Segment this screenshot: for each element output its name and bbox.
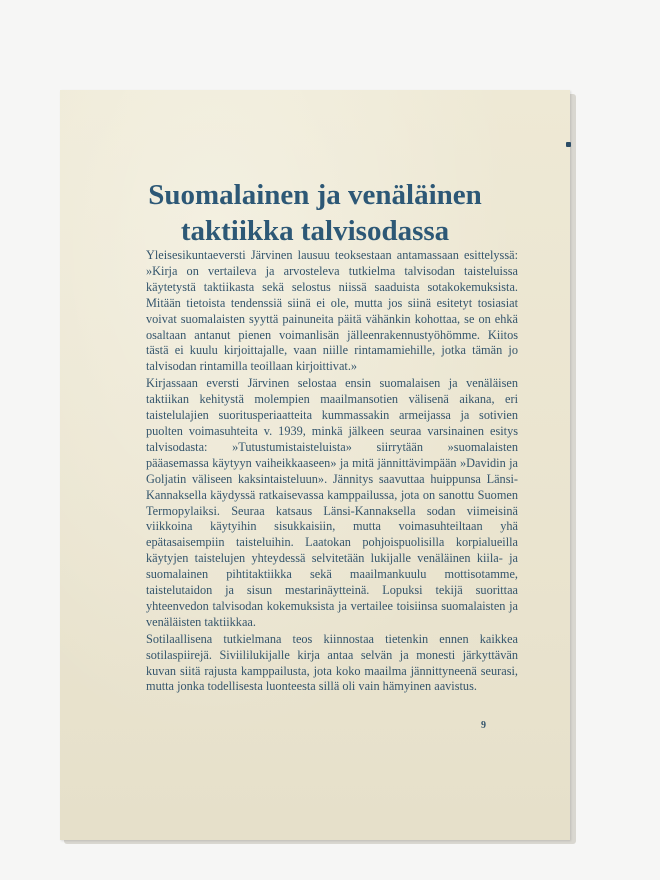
page-number: 9 — [481, 720, 486, 731]
book-back-cover — [60, 90, 570, 840]
blurb-paragraph-1: Yleisesikuntaeversti Järvinen lausuu teoksestaan antamassaan esittelyssä: »Kirja on vertaileva ja arvosteleva tutkielma talvisodan taisteluissa käytetystä taktiikasta sekä selostus niissä saaduista sotakokemuksista. Mitään tietoista tendenssiä siinä ei ole, mutta jos siinä esitetyt tosiasiat voivat suomalaisten syyttä painuneita päitä vähänkin kohottaa, se on ehkä osaltaan antanut pienen voimanlisän jälleenrakennustyöhömme. Kiitos tästä ei kuulu kirjoittajalle, vaan niille rintamamiehille, jotka tämän jo talvisodan rintamilla teoillaan kirjoittivat.» — [146, 248, 518, 374]
book-title — [60, 177, 570, 249]
blurb-text — [146, 248, 518, 695]
blurb-paragraph-2: Kirjassaan eversti Järvinen selostaa ensin suomalaisen ja venäläisen taktiikan kehitystä molempien maailmansotien välisenä aikana, eri taistelulajien suoritusperiaatteita kummassakin armeijassa ja sotivien puolten voimasuhteita v. 1939, minkä jälkeen seuraa varsinainen esitys talvisodasta: »Tutustumistaisteluista» siirrytään »suomalaisten pääasemassa käytyyn vaiheikkaaseen» ja mitä jännittävimpään »Davidin ja Goljatin väliseen kaksintaisteluun». Jännitys saavuttaa huippunsa Länsi-Kannaksella käydyssä ratkaisevassa kamppailussa, jota on sanottu Suomen Termopylaiksi. Seuraa katsaus Länsi-Kannaksella sodan viimeisinä viikkoina käytyihin sisukkaisiin, mutta voimasuhteiltaan yhä epätasaisempiin taisteluihin. Laatokan pohjoispuolisilla korpialueilla käytyjen taistelujen yhteydessä selvitetään lukijalle venäläinen kiila- ja suomalainen pihtitaktiikka sekä maailmankuulu mottisotamme, taistelutaidon ja sisun mestarinäytteinä. Lopuksi tekijä suorittaa yhteenvedon talvisodan kokemuksista ja vertailee toisiinsa suomalaisten ja venäläisten taktiikkaa. — [146, 376, 518, 629]
book-title-line-1: Suomalainen ja venäläinen — [148, 179, 482, 211]
spine-ribbon-mark — [566, 142, 571, 147]
blurb-paragraph-3: Sotilaallisena tutkielmana teos kiinnostaa tietenkin ennen kaikkea sotilaspiirejä. Siviililukijalle kirja antaa selvän ja monesti järkyttävän kuvan siitä rajusta kamppailusta, jota koko maailma jännittyneenä seurasi, mutta jonka todellisesta luonteesta sillä oli vain hämyinen aavistus. — [146, 631, 518, 694]
book-title-line-2: taktiikka talvisodassa — [180, 215, 450, 247]
